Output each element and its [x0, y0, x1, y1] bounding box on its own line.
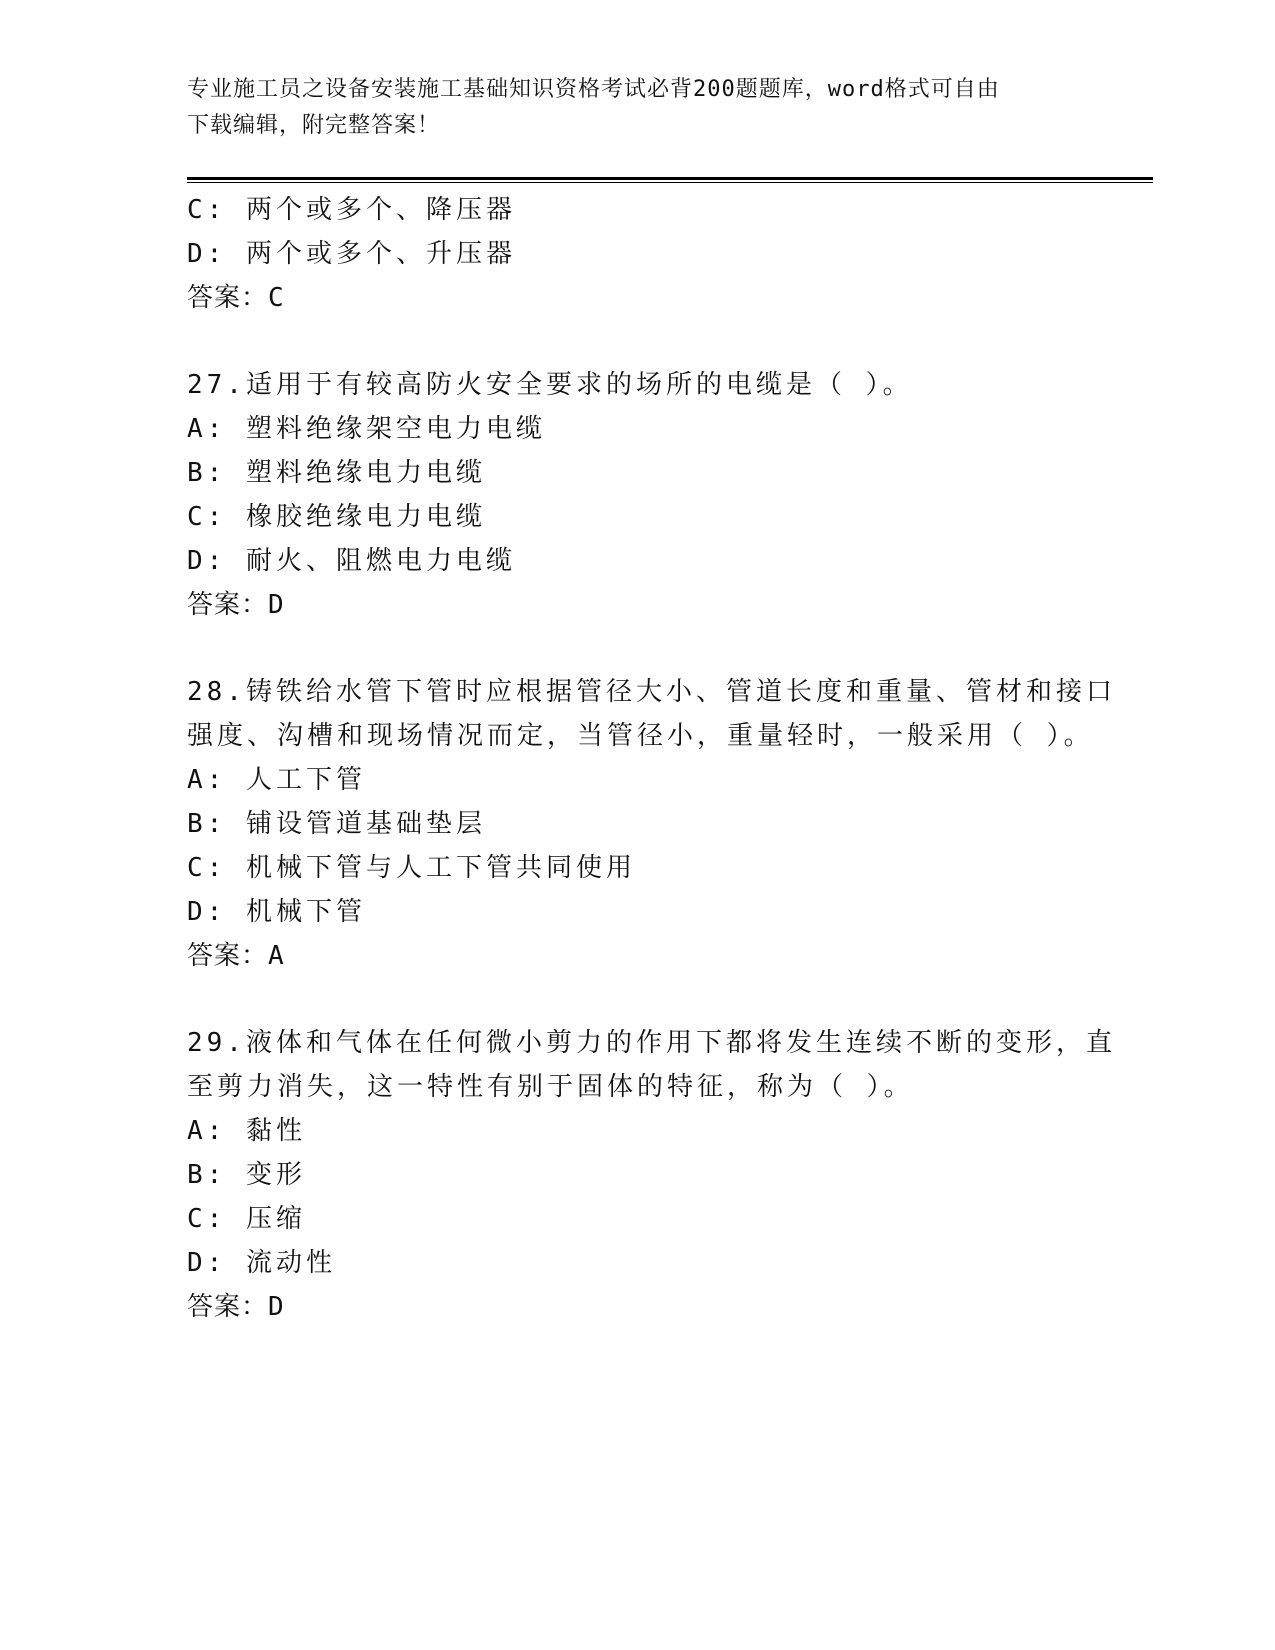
question-27-answer: 答案：D [187, 590, 285, 620]
question-29-stem-line-1: 29.液体和气体在任何微小剪力的作用下都将发生连续不断的变形，直 [187, 1028, 1116, 1058]
header-line-2: 下载编辑，附完整答案！ [187, 113, 441, 138]
question-29-option-a: A: 黏性 [187, 1116, 306, 1146]
question-27-option-b: B: 塑料绝缘电力电缆 [187, 458, 486, 488]
question-28-option-b: B: 铺设管道基础垫层 [187, 809, 486, 839]
question-29-option-d: D: 流动性 [187, 1248, 336, 1278]
header-divider-thin [187, 182, 1153, 183]
question-29-option-b: B: 变形 [187, 1160, 306, 1190]
header-line-1: 专业施工员之设备安装施工基础知识资格考试必背200题题库，word格式可自由 [187, 77, 1000, 102]
question-29-option-c: C: 压缩 [187, 1204, 306, 1234]
answer-line: 答案：C [187, 283, 285, 313]
question-27-option-d: D: 耐火、阻燃电力电缆 [187, 546, 516, 576]
question-28-option-a: A: 人工下管 [187, 765, 366, 795]
question-28-option-d: D: 机械下管 [187, 897, 366, 927]
option-c: C: 两个或多个、降压器 [187, 195, 516, 225]
question-29-answer: 答案：D [187, 1292, 285, 1322]
option-d: D: 两个或多个、升压器 [187, 239, 516, 269]
header-divider-thick [187, 177, 1153, 180]
question-28-stem-line-1: 28.铸铁给水管下管时应根据管径大小、管道长度和重量、管材和接口 [187, 677, 1116, 707]
document-header [187, 72, 1077, 144]
question-28-stem-line-2: 强度、沟槽和现场情况而定，当管径小，重量轻时，一般采用（ ）。 [187, 721, 1094, 751]
question-28-option-c: C: 机械下管与人工下管共同使用 [187, 853, 636, 883]
question-27-stem: 27.适用于有较高防火安全要求的场所的电缆是（ ）。 [187, 370, 913, 400]
question-27-option-a: A: 塑料绝缘架空电力电缆 [187, 414, 546, 444]
question-28-answer: 答案：A [187, 941, 285, 971]
question-27-option-c: C: 橡胶绝缘电力电缆 [187, 502, 486, 532]
question-29-stem-line-2: 至剪力消失，这一特性有别于固体的特征，称为（ ）。 [187, 1072, 914, 1102]
